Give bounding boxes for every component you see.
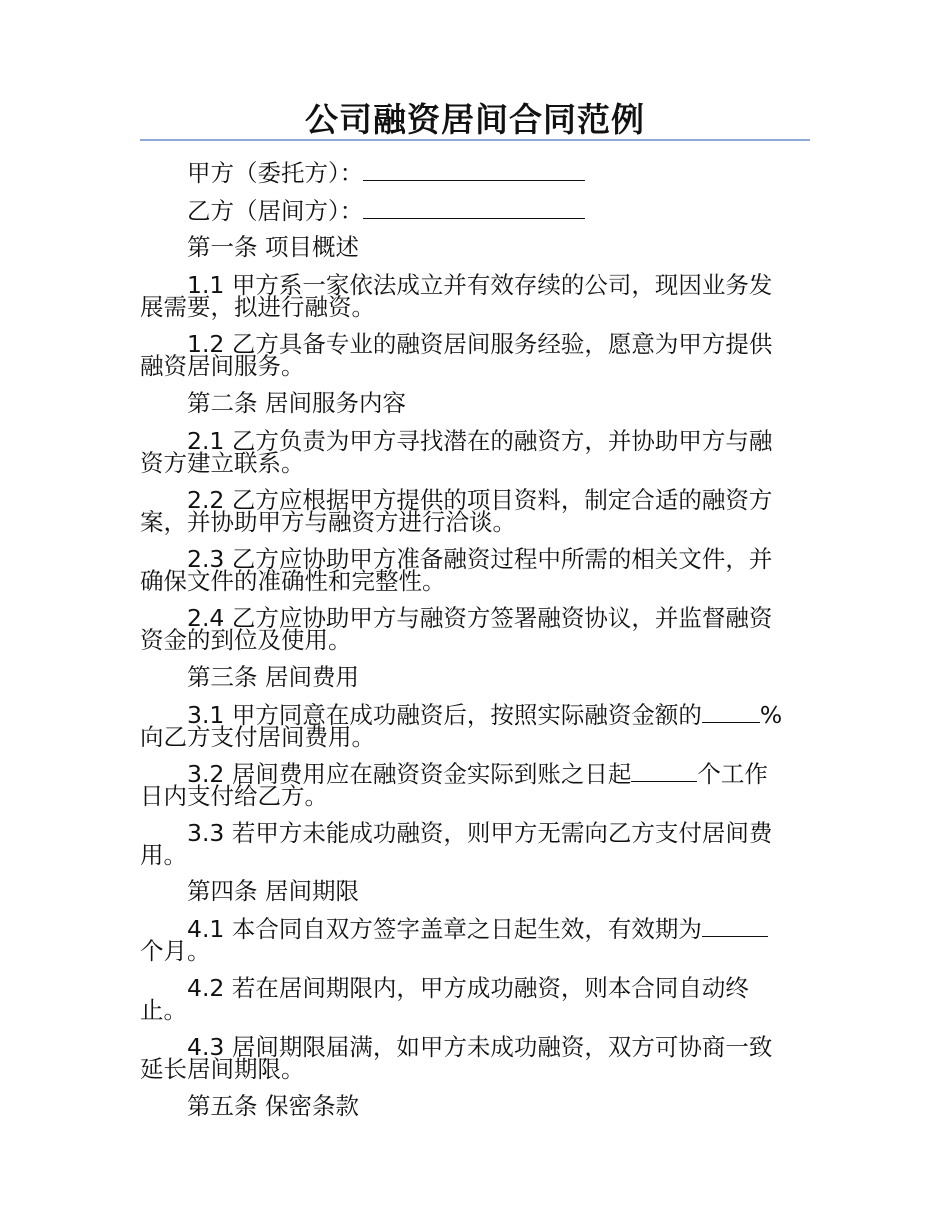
clause-4-1-cont: 个月。	[140, 937, 211, 965]
days-blank	[631, 759, 697, 782]
party-b-label: 乙方（居间方）：	[187, 197, 364, 225]
title-underline	[140, 139, 810, 141]
clause-2-2: 2.2 乙方应根据甲方提供的项目资料，制定合适的融资方	[187, 486, 773, 514]
percent-sign: %	[759, 701, 783, 729]
clause-2-1: 2.1 乙方负责为甲方寻找潜在的融资方，并协助甲方与融	[187, 427, 773, 455]
clause-2-3-cont: 确保文件的准确性和完整性。	[140, 567, 446, 595]
clause-3-2-text: 3.2 居间费用应在融资资金实际到账之日起	[187, 760, 632, 788]
clause-4-3: 4.3 居间期限届满，如甲方未成功融资，双方可协商一致	[187, 1033, 773, 1061]
party-a-line	[187, 158, 810, 188]
clause-3-1-cont: 向乙方支付居间费用。	[140, 723, 375, 751]
clause-3-2-unit: 个工作	[697, 760, 768, 788]
article-2-heading: 第二条 居间服务内容	[187, 389, 406, 417]
clause-3-1-text: 3.1 甲方同意在成功融资后，按照实际融资金额的	[187, 701, 702, 729]
party-a-blank	[363, 158, 585, 181]
rate-blank	[702, 700, 760, 723]
article-1-heading: 第一条 项目概述	[187, 233, 359, 261]
clause-4-2-cont: 止。	[140, 996, 187, 1024]
clause-2-3: 2.3 乙方应协助甲方准备融资过程中所需的相关文件，并	[187, 545, 773, 573]
clause-1-2-cont: 融资居间服务。	[140, 352, 305, 380]
clause-1-1-cont: 展需要，拟进行融资。	[140, 293, 375, 321]
clause-1-2: 1.2 乙方具备专业的融资居间服务经验，愿意为甲方提供	[187, 330, 773, 358]
party-b-blank	[363, 196, 585, 219]
clause-1-1: 1.1 甲方系一家依法成立并有效存续的公司，现因业务发	[187, 271, 773, 299]
article-4-heading: 第四条 居间期限	[187, 877, 359, 905]
clause-2-2-cont: 案，并协助甲方与融资方进行洽谈。	[140, 508, 516, 536]
party-b-line	[187, 196, 810, 226]
clause-4-2: 4.2 若在居间期限内，甲方成功融资，则本合同自动终	[187, 974, 749, 1002]
clause-2-4-cont: 资金的到位及使用。	[140, 626, 352, 654]
months-blank	[702, 914, 768, 937]
article-3-heading: 第三条 居间费用	[187, 663, 359, 691]
clause-4-3-cont: 延长居间期限。	[140, 1055, 305, 1083]
clause-2-4: 2.4 乙方应协助甲方与融资方签署融资协议，并监督融资	[187, 604, 773, 632]
clause-2-1-cont: 资方建立联系。	[140, 449, 305, 477]
party-a-label: 甲方（委托方）：	[187, 159, 364, 187]
clause-3-2-cont: 日内支付给乙方。	[140, 782, 328, 810]
clause-4-1-text: 4.1 本合同自双方签字盖章之日起生效，有效期为	[187, 915, 702, 943]
article-5-heading: 第五条 保密条款	[187, 1092, 359, 1120]
clause-3-3: 3.3 若甲方未能成功融资，则甲方无需向乙方支付居间费	[187, 819, 773, 847]
document-title: 公司融资居间合同范例	[305, 100, 645, 139]
clause-3-3-cont: 用。	[140, 841, 187, 869]
